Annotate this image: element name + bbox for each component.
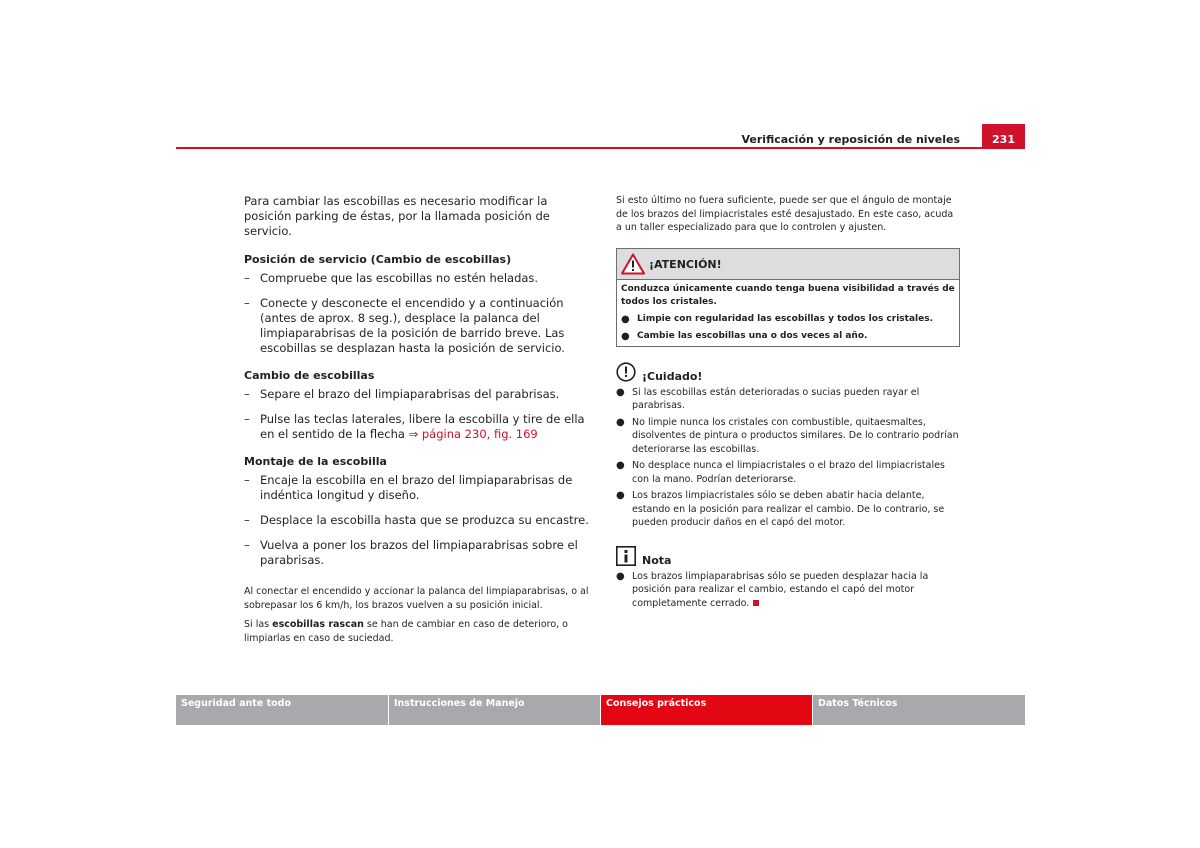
footer-tab-practical-tips[interactable]: Consejos prácticos xyxy=(601,695,812,725)
caution-title: ¡Cuidado! xyxy=(642,369,703,383)
caution-header xyxy=(616,362,960,384)
note-header xyxy=(616,546,960,568)
list-item: ● Los brazos limpiaparabrisas sólo se pueden desplazar hacia la posición para realizar el cambio, estando el capó del motor completamente cerrado. xyxy=(616,570,929,609)
caution-section xyxy=(616,362,960,530)
list-item: ● Los brazos limpiacristales sólo se deben abatir hacia delante, estando en la posición para realizar el cambio. De lo contrario, se pueden producir daños en el capó del motor. xyxy=(616,490,945,528)
note-section xyxy=(616,546,960,611)
list-item: ● Si las escobillas están deterioradas o sucias pueden rayar el parabrisas. xyxy=(616,386,920,411)
section-heading-service-position: Posición de servicio (Cambio de escobillas) xyxy=(244,253,512,266)
list-item: – Encaje la escobilla en el brazo del limpiaparabrisas de indéntica longitud y diseño. xyxy=(244,473,573,502)
warning-body xyxy=(617,280,959,346)
list-item: ● No limpie nunca los cristales con combustible, quitaesmaltes, disolventes de pintura o productos similares. De lo contrario podrían deteriorarse las escobillas. xyxy=(616,416,959,455)
list-item: – Pulse las teclas laterales, libere la escobilla y tire de ella en el sentido de la flecha ⇒ página 230, fig. 169 xyxy=(244,412,585,441)
list-item: – Compruebe que las escobillas no estén heladas. xyxy=(244,271,539,285)
footer-tab-safety[interactable]: Seguridad ante todo xyxy=(176,695,388,725)
section-heading-wiper-mounting: Montaje de la escobilla xyxy=(244,455,387,468)
list-item: – Separe el brazo del limpiaparabrisas del parabrisas. xyxy=(244,387,560,401)
warning-text: Conduzca únicamente cuando tenga buena visibilidad a través de todos los cristales. xyxy=(621,283,955,307)
list-item: ● No desplace nunca el limpiacristales o el brazo del limpiacristales con la mano. Podrían deteriorarse. xyxy=(616,460,945,485)
page-number: 231 xyxy=(982,124,1025,149)
warning-triangle-icon xyxy=(621,253,645,275)
list-item: ● Cambie las escobillas una o dos veces al año. xyxy=(621,330,868,342)
warning-title: ¡ATENCIÓN! xyxy=(649,257,722,271)
warning-header xyxy=(617,249,959,280)
info-paragraph: Si las escobillas rascan se han de cambiar en caso de deterioro, o limpiarlas en caso de suciedad. xyxy=(244,619,568,644)
exclamation-circle-icon xyxy=(616,362,636,382)
page-reference-link[interactable]: ⇒ página 230, fig. 169 xyxy=(408,427,538,441)
footer-tab-technical-data[interactable]: Datos Técnicos xyxy=(813,695,1025,725)
list-item: ● Limpie con regularidad las escobillas y todos los cristales. xyxy=(621,313,933,325)
info-paragraph: Al conectar el encendido y accionar la palanca del limpiaparabrisas, o al sobrepasar los 6 km/h, los brazos vuelven a su posición inicial. xyxy=(244,586,589,611)
left-column xyxy=(244,194,590,645)
list-item: – Desplace la escobilla hasta que se produzca su encastre. xyxy=(244,513,589,527)
warning-box xyxy=(616,248,960,347)
intro-paragraph: Para cambiar las escobillas es necesario modificar la posición parking de éstas, por la llamada posición de servicio. xyxy=(244,194,550,238)
header-rule xyxy=(176,147,1025,149)
list-item: – Conecte y desconecte el encendido y a continuación (antes de aprox. 8 seg.), desplace la palanca del limpiaparabrisas de la posición de barrido breve. Las escobillas se desplazan hasta la posición de servicio. xyxy=(244,296,565,355)
footer-tab-operating-instructions[interactable]: Instrucciones de Manejo xyxy=(389,695,600,725)
page-header-title: Verificación y reposición de niveles xyxy=(741,133,960,146)
section-end-marker xyxy=(753,600,759,606)
info-icon xyxy=(616,546,636,566)
list-item: – Vuelva a poner los brazos del limpiaparabrisas sobre el parabrisas. xyxy=(244,538,578,567)
right-column xyxy=(616,194,960,610)
note-title: Nota xyxy=(642,553,672,567)
intro-paragraph: Si esto último no fuera suficiente, puede ser que el ángulo de montaje de los brazos del limpiacristales esté desajustado. En este caso, acuda a un taller especializado para que lo controlen y ajusten. xyxy=(616,195,954,233)
section-heading-wiper-change: Cambio de escobillas xyxy=(244,369,375,382)
